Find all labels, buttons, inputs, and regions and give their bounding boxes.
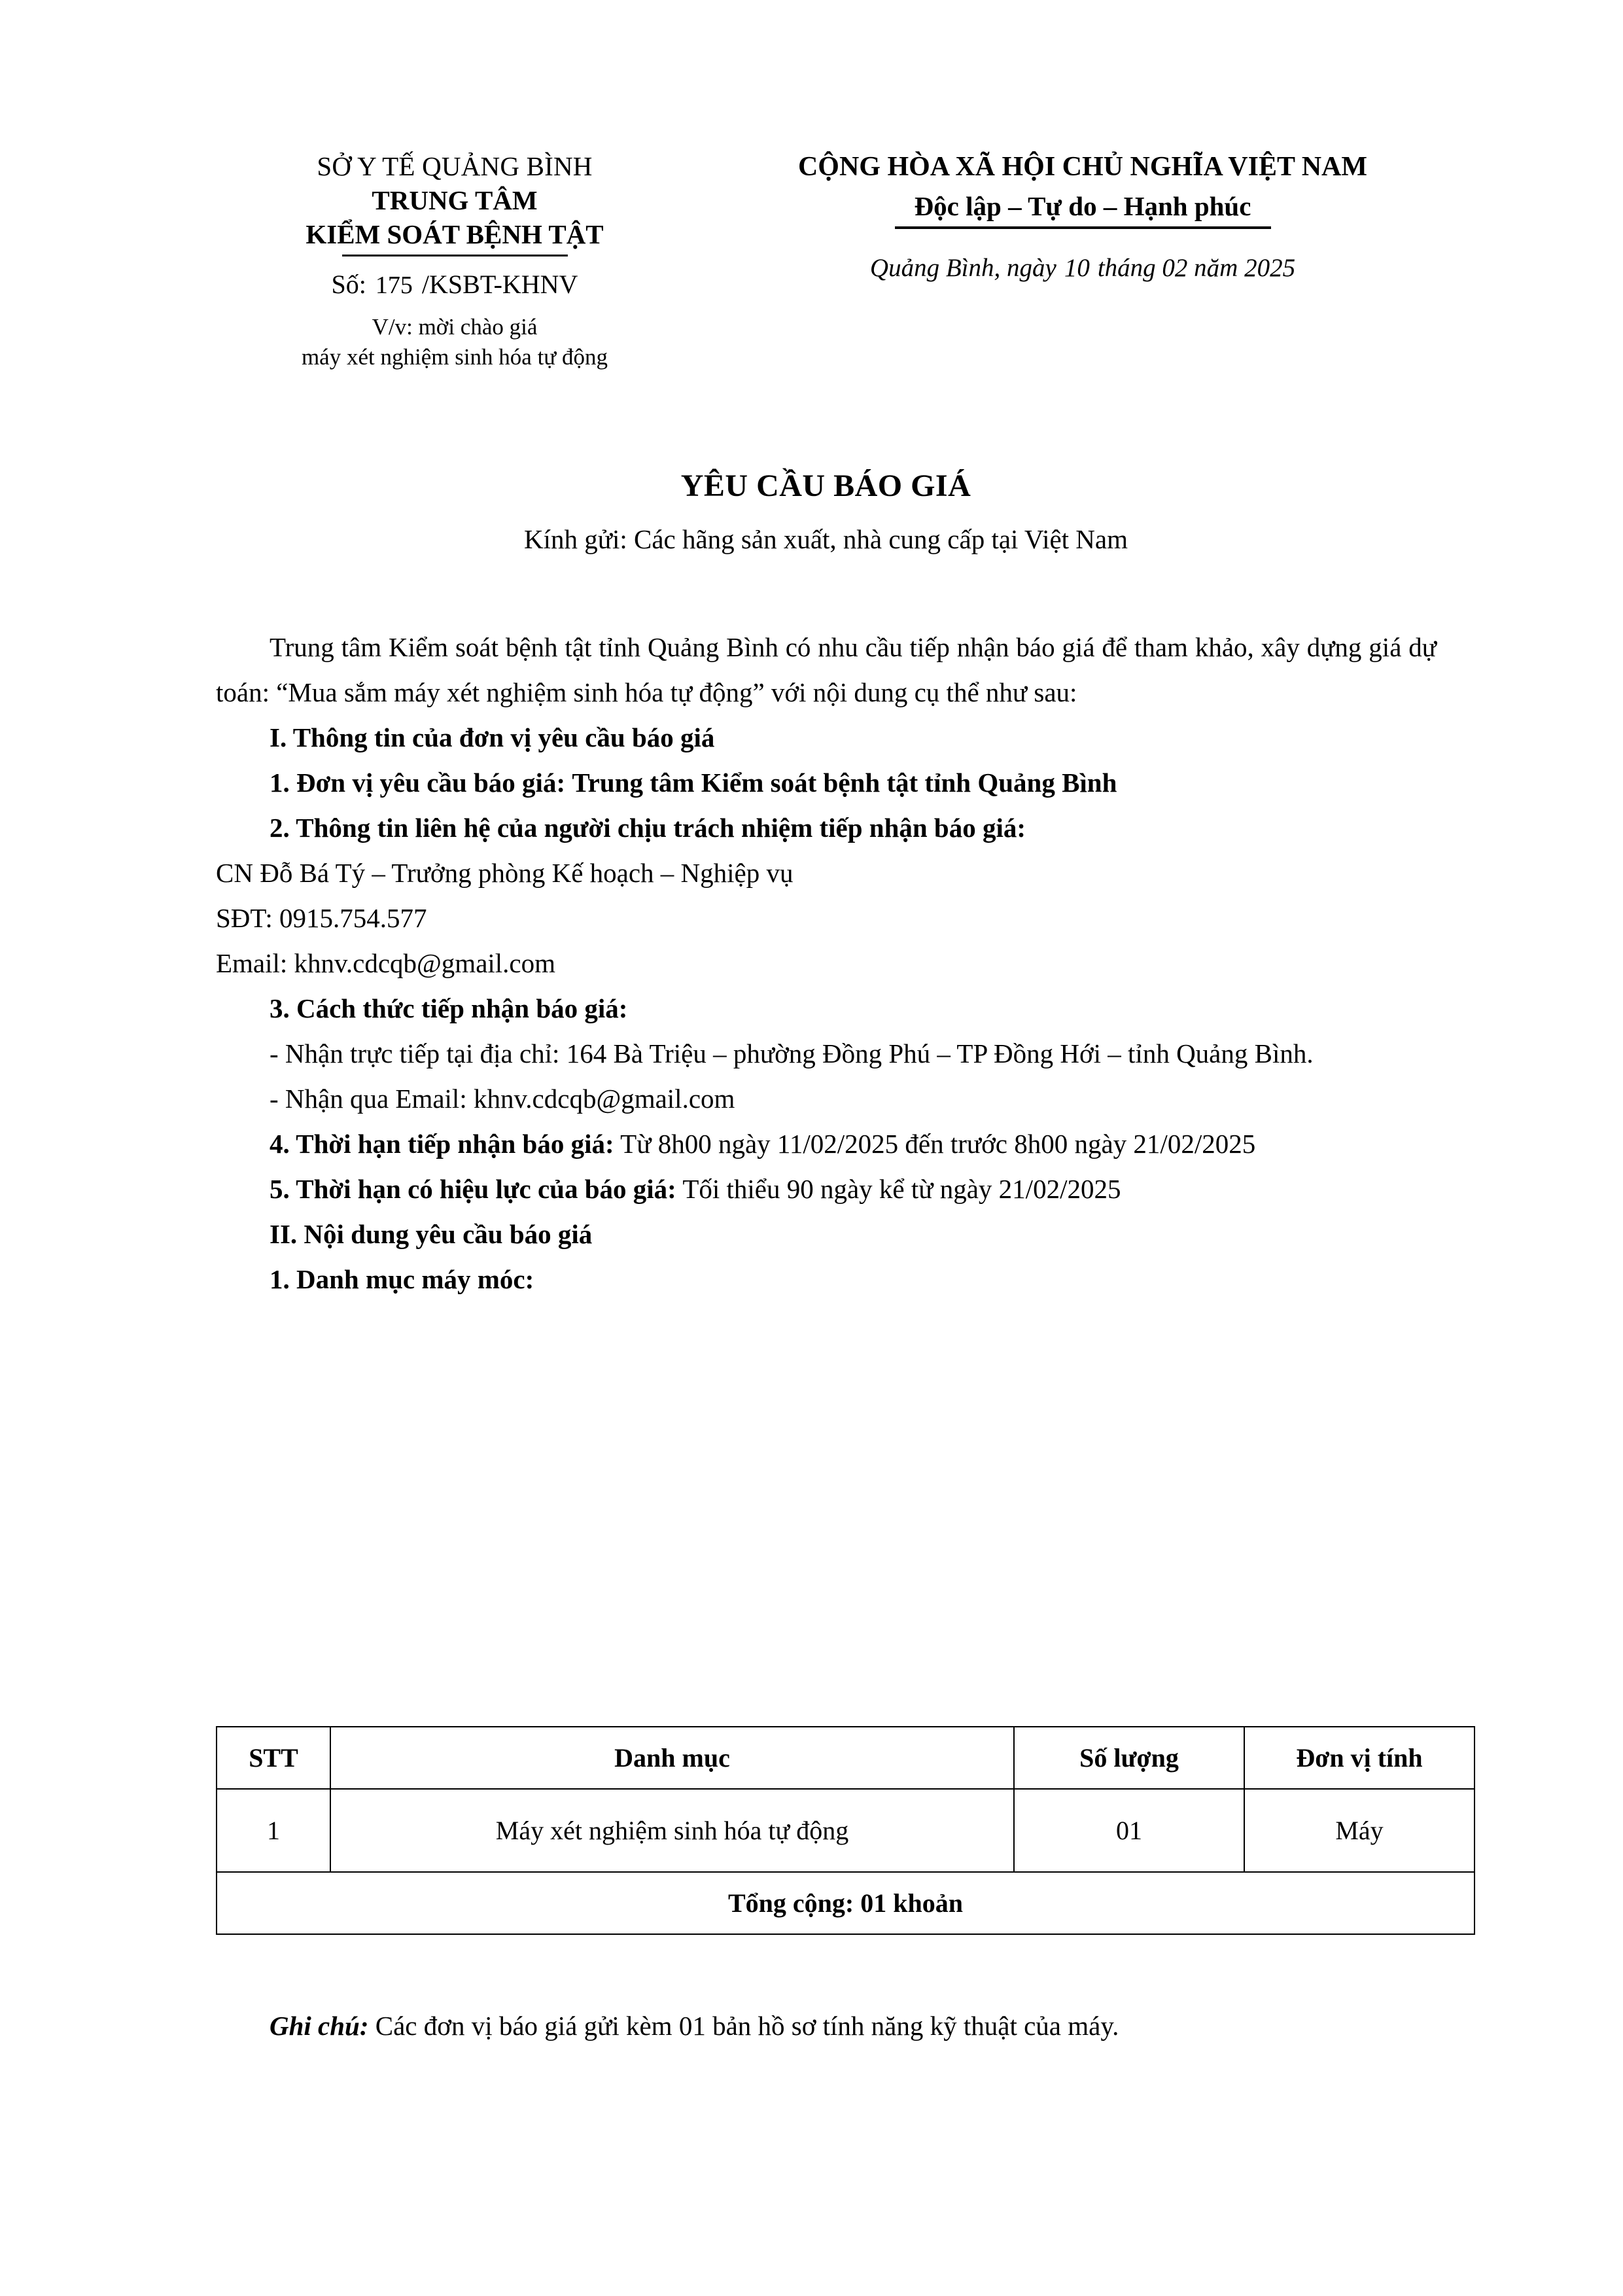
organization-name-line2: KIỂM SOÁT BỆNH TẬT — [305, 219, 604, 249]
item-5-value: Tối thiểu 90 ngày kể từ ngày 21/02/2025 — [682, 1174, 1121, 1204]
note-text: Các đơn vị báo giá gửi kèm 01 bản hồ sơ tính năng kỹ thuật của máy. — [375, 2011, 1119, 2041]
item-4-value: Từ 8h00 ngày 11/02/2025 đến trước 8h00 ngày 21/02/2025 — [620, 1129, 1256, 1159]
table-row — [217, 1789, 1475, 1872]
date-day-value: 10 — [1064, 254, 1090, 282]
cell-name: Máy xét nghiệm sinh hóa tự động — [330, 1789, 1014, 1872]
item-5-label: 5. Thời hạn có hiệu lực của báo giá: — [270, 1174, 676, 1204]
document-number-line — [216, 267, 693, 303]
contact-phone: SĐT: 0915.754.577 — [216, 903, 427, 933]
item-6-label: 1. Danh mục máy móc: — [270, 1264, 534, 1294]
column-header-unit: Đơn vị tính — [1244, 1727, 1475, 1789]
note-label: Ghi chú: — [270, 2011, 369, 2041]
equipment-table-head — [217, 1727, 1475, 1789]
column-header-name: Danh mục — [330, 1727, 1014, 1789]
cell-stt: 1 — [217, 1789, 330, 1872]
item-4-label: 4. Thời hạn tiếp nhận báo giá: — [270, 1129, 614, 1159]
equipment-table-body — [217, 1789, 1475, 1934]
document-header — [216, 149, 1472, 372]
national-motto: Độc lập – Tự do – Hạnh phúc — [914, 191, 1251, 221]
issuing-organization-block — [216, 149, 693, 372]
national-motto-underline — [895, 226, 1271, 229]
place-date-prefix: Quảng Bình, ngày — [869, 254, 1056, 282]
item-1-label: 1. Đơn vị yêu cầu báo giá: — [270, 768, 566, 798]
section-heading-i: I. Thông tin của đơn vị yêu cầu báo giá — [270, 722, 715, 752]
organization-underline — [342, 255, 568, 256]
recipient-line: Kính gửi: Các hãng sản xuất, nhà cung cấp tại Việt Nam — [523, 524, 1128, 554]
item-5-paragraph — [216, 1167, 1437, 1212]
contact-name: CN Đỗ Bá Tý – Trưởng phòng Kế hoạch – Nghiệp vụ — [216, 858, 794, 888]
place-and-date-line — [693, 251, 1472, 285]
subject-line-2: máy xét nghiệm sinh hóa tự động — [301, 344, 608, 370]
equipment-table — [216, 1726, 1475, 1935]
column-header-qty: Số lượng — [1014, 1727, 1244, 1789]
item-4-paragraph — [216, 1122, 1437, 1167]
national-heading-block — [693, 149, 1472, 285]
column-header-stt: STT — [217, 1727, 330, 1789]
document-number-label: Số: — [331, 270, 366, 299]
section-heading-ii: II. Nội dung yêu cầu báo giá — [270, 1219, 593, 1249]
item-3-bullet-2: - Nhận qua Email: khnv.cdcqb@gmail.com — [270, 1084, 735, 1114]
national-name: CỘNG HÒA XÃ HỘI CHỦ NGHĨA VIỆT NAM — [797, 152, 1368, 182]
cell-qty: 01 — [1014, 1789, 1244, 1872]
item-1-paragraph — [216, 760, 1437, 805]
parent-organization-name: SỞ Y TẾ QUẢNG BÌNH — [317, 151, 593, 181]
note-paragraph — [216, 2004, 1437, 2049]
item-3-label: 3. Cách thức tiếp nhận báo giá: — [270, 993, 628, 1023]
item-3-bullet-1: - Nhận trực tiếp tại địa chỉ: 164 Bà Triệu – phường Đồng Phú – TP Đồng Hới – tỉnh Quảng Bình. — [270, 1038, 1314, 1069]
organization-name-line1: TRUNG TÂM — [372, 185, 538, 215]
page-title: YÊU CẦU BÁO GIÁ — [680, 468, 971, 503]
note-block — [216, 2004, 1437, 2049]
contact-email: Email: khnv.cdcqb@gmail.com — [216, 948, 556, 978]
item-2-label: 2. Thông tin liên hệ của người chịu trách nhiệm tiếp nhận báo giá: — [270, 813, 1026, 843]
subject-line-1: V/v: mời chào giá — [372, 314, 538, 340]
item-1-value: Trung tâm Kiểm soát bệnh tật tỉnh Quảng Bình — [572, 768, 1117, 798]
cell-unit: Máy — [1244, 1789, 1475, 1872]
table-total-row — [217, 1872, 1475, 1934]
document-number-value: 175 — [375, 272, 413, 299]
intro-paragraph: Trung tâm Kiểm soát bệnh tật tỉnh Quảng Bình có nhu cầu tiếp nhận báo giá để tham khảo, xây dựng giá dự toán: “Mua sắm máy xét nghiệm sinh hóa tự động” với nội dung cụ thể như sau: — [216, 632, 1437, 707]
document-number-suffix: /KSBT-KHNV — [421, 270, 578, 299]
date-rest: tháng 02 năm 2025 — [1097, 254, 1296, 282]
table-header-row — [217, 1727, 1475, 1789]
document-body — [216, 625, 1437, 1302]
equipment-table-wrapper — [216, 1726, 1469, 1935]
total-label: Tổng cộng: 01 khoản — [217, 1872, 1475, 1934]
